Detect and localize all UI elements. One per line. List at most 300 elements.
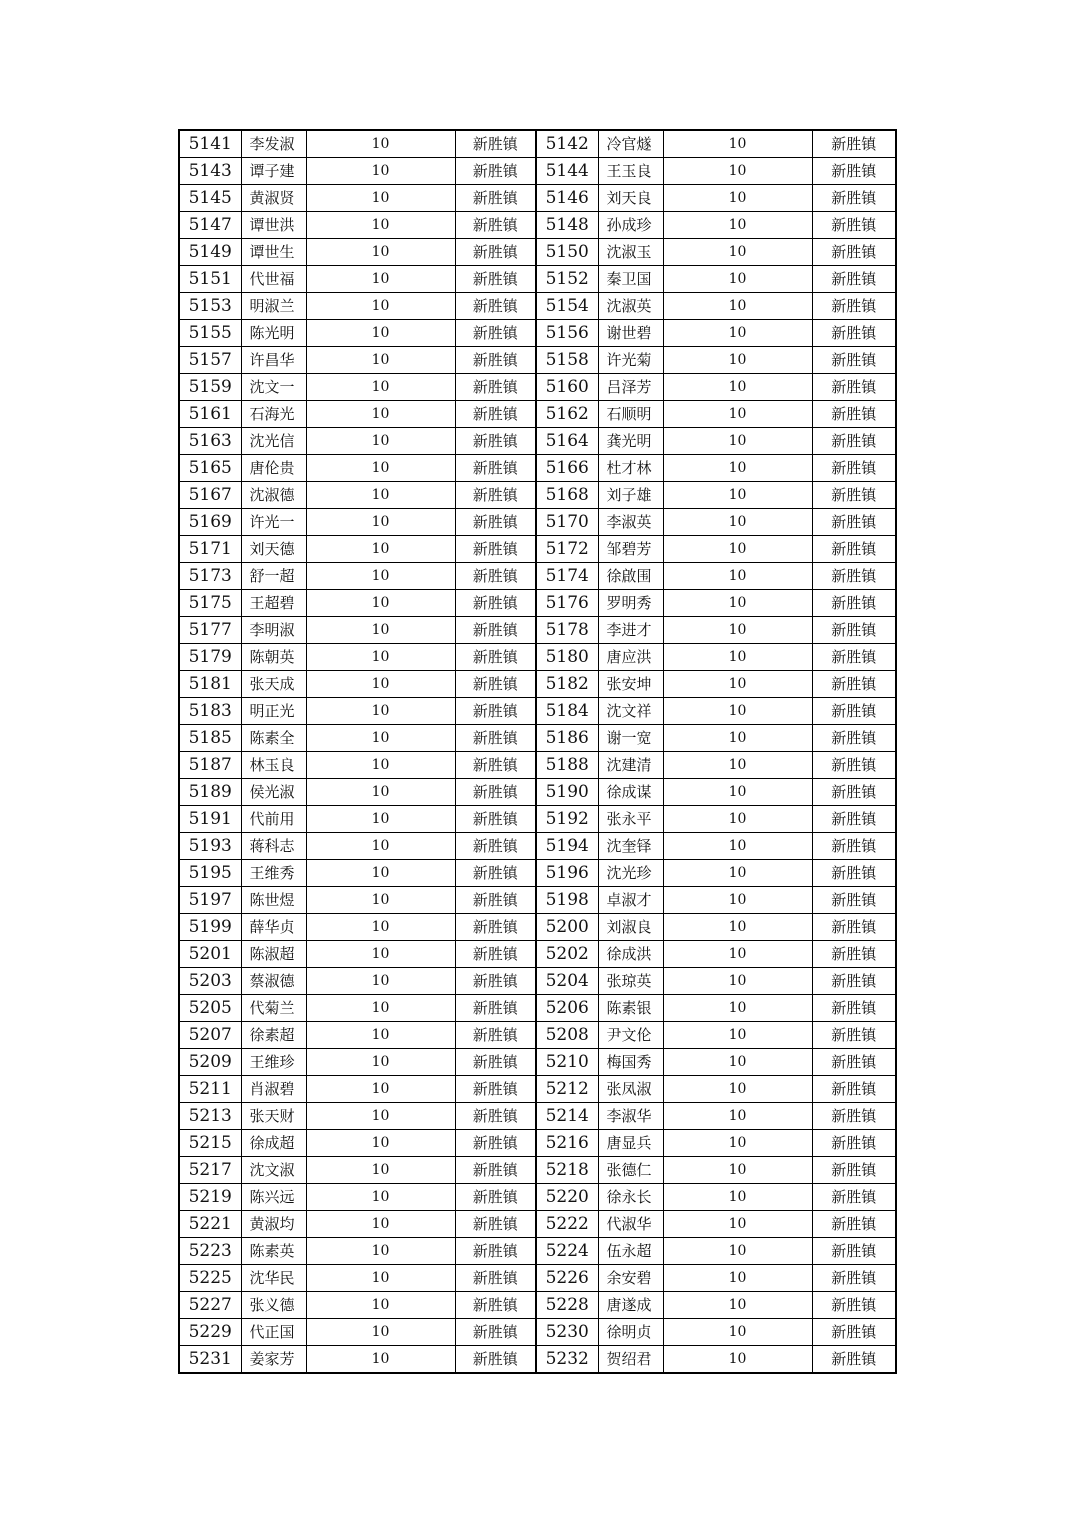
left-amount-cell: 10 bbox=[306, 1076, 455, 1103]
right-number-cell: 5182 bbox=[536, 671, 598, 698]
right-town-cell: 新胜镇 bbox=[812, 239, 896, 266]
right-number-cell: 5230 bbox=[536, 1319, 598, 1346]
right-number-cell: 5168 bbox=[536, 482, 598, 509]
table-row bbox=[179, 239, 896, 266]
left-name-cell: 王维秀 bbox=[241, 860, 306, 887]
right-amount-cell: 10 bbox=[663, 752, 812, 779]
right-town-cell: 新胜镇 bbox=[812, 212, 896, 239]
left-town-cell: 新胜镇 bbox=[455, 455, 536, 482]
right-name-cell: 徐成洪 bbox=[598, 941, 663, 968]
right-amount-cell: 10 bbox=[663, 1103, 812, 1130]
table-row bbox=[179, 941, 896, 968]
right-town-cell: 新胜镇 bbox=[812, 779, 896, 806]
right-name-cell: 张安坤 bbox=[598, 671, 663, 698]
right-name-cell: 许光菊 bbox=[598, 347, 663, 374]
right-amount-cell: 10 bbox=[663, 1211, 812, 1238]
right-amount-cell: 10 bbox=[663, 1265, 812, 1292]
table-row bbox=[179, 212, 896, 239]
left-town-cell: 新胜镇 bbox=[455, 158, 536, 185]
right-number-cell: 5172 bbox=[536, 536, 598, 563]
right-town-cell: 新胜镇 bbox=[812, 617, 896, 644]
left-town-cell: 新胜镇 bbox=[455, 563, 536, 590]
left-amount-cell: 10 bbox=[306, 509, 455, 536]
left-town-cell: 新胜镇 bbox=[455, 428, 536, 455]
right-name-cell: 沈奎铎 bbox=[598, 833, 663, 860]
right-name-cell: 梅国秀 bbox=[598, 1049, 663, 1076]
left-name-cell: 李明淑 bbox=[241, 617, 306, 644]
right-number-cell: 5212 bbox=[536, 1076, 598, 1103]
right-name-cell: 王玉良 bbox=[598, 158, 663, 185]
left-town-cell: 新胜镇 bbox=[455, 266, 536, 293]
right-number-cell: 5208 bbox=[536, 1022, 598, 1049]
right-town-cell: 新胜镇 bbox=[812, 914, 896, 941]
right-number-cell: 5174 bbox=[536, 563, 598, 590]
right-amount-cell: 10 bbox=[663, 1022, 812, 1049]
left-amount-cell: 10 bbox=[306, 995, 455, 1022]
right-name-cell: 徐明贞 bbox=[598, 1319, 663, 1346]
right-amount-cell: 10 bbox=[663, 158, 812, 185]
right-amount-cell: 10 bbox=[663, 860, 812, 887]
left-name-cell: 徐素超 bbox=[241, 1022, 306, 1049]
table-row bbox=[179, 158, 896, 185]
table-row bbox=[179, 1265, 896, 1292]
left-name-cell: 沈华民 bbox=[241, 1265, 306, 1292]
left-name-cell: 徐成超 bbox=[241, 1130, 306, 1157]
right-town-cell: 新胜镇 bbox=[812, 1157, 896, 1184]
left-town-cell: 新胜镇 bbox=[455, 1022, 536, 1049]
left-name-cell: 黄淑均 bbox=[241, 1211, 306, 1238]
table-row bbox=[179, 347, 896, 374]
right-amount-cell: 10 bbox=[663, 509, 812, 536]
left-town-cell: 新胜镇 bbox=[455, 752, 536, 779]
left-amount-cell: 10 bbox=[306, 833, 455, 860]
left-number-cell: 5165 bbox=[179, 455, 241, 482]
right-town-cell: 新胜镇 bbox=[812, 374, 896, 401]
right-amount-cell: 10 bbox=[663, 914, 812, 941]
right-number-cell: 5188 bbox=[536, 752, 598, 779]
left-number-cell: 5211 bbox=[179, 1076, 241, 1103]
left-name-cell: 侯光淑 bbox=[241, 779, 306, 806]
left-amount-cell: 10 bbox=[306, 968, 455, 995]
right-name-cell: 沈淑玉 bbox=[598, 239, 663, 266]
right-number-cell: 5222 bbox=[536, 1211, 598, 1238]
left-town-cell: 新胜镇 bbox=[455, 401, 536, 428]
left-number-cell: 5181 bbox=[179, 671, 241, 698]
right-number-cell: 5162 bbox=[536, 401, 598, 428]
left-amount-cell: 10 bbox=[306, 1238, 455, 1265]
right-town-cell: 新胜镇 bbox=[812, 1292, 896, 1319]
left-amount-cell: 10 bbox=[306, 1130, 455, 1157]
right-amount-cell: 10 bbox=[663, 833, 812, 860]
right-name-cell: 刘子雄 bbox=[598, 482, 663, 509]
right-name-cell: 张琼英 bbox=[598, 968, 663, 995]
right-amount-cell: 10 bbox=[663, 401, 812, 428]
left-number-cell: 5201 bbox=[179, 941, 241, 968]
left-number-cell: 5143 bbox=[179, 158, 241, 185]
table-row bbox=[179, 1157, 896, 1184]
table-row bbox=[179, 1211, 896, 1238]
left-amount-cell: 10 bbox=[306, 617, 455, 644]
right-amount-cell: 10 bbox=[663, 617, 812, 644]
left-town-cell: 新胜镇 bbox=[455, 1265, 536, 1292]
left-town-cell: 新胜镇 bbox=[455, 1049, 536, 1076]
left-town-cell: 新胜镇 bbox=[455, 671, 536, 698]
left-number-cell: 5183 bbox=[179, 698, 241, 725]
right-name-cell: 冷官燧 bbox=[598, 130, 663, 158]
right-amount-cell: 10 bbox=[663, 779, 812, 806]
left-name-cell: 王超碧 bbox=[241, 590, 306, 617]
right-name-cell: 谢世碧 bbox=[598, 320, 663, 347]
right-town-cell: 新胜镇 bbox=[812, 590, 896, 617]
right-name-cell: 罗明秀 bbox=[598, 590, 663, 617]
right-amount-cell: 10 bbox=[663, 1319, 812, 1346]
left-amount-cell: 10 bbox=[306, 1022, 455, 1049]
left-number-cell: 5219 bbox=[179, 1184, 241, 1211]
right-number-cell: 5164 bbox=[536, 428, 598, 455]
left-number-cell: 5171 bbox=[179, 536, 241, 563]
table-row bbox=[179, 1076, 896, 1103]
left-town-cell: 新胜镇 bbox=[455, 1103, 536, 1130]
left-name-cell: 李发淑 bbox=[241, 130, 306, 158]
left-amount-cell: 10 bbox=[306, 1319, 455, 1346]
right-number-cell: 5144 bbox=[536, 158, 598, 185]
right-number-cell: 5196 bbox=[536, 860, 598, 887]
right-amount-cell: 10 bbox=[663, 1157, 812, 1184]
right-amount-cell: 10 bbox=[663, 671, 812, 698]
left-name-cell: 张义德 bbox=[241, 1292, 306, 1319]
left-amount-cell: 10 bbox=[306, 941, 455, 968]
left-town-cell: 新胜镇 bbox=[455, 941, 536, 968]
right-amount-cell: 10 bbox=[663, 482, 812, 509]
left-name-cell: 张天财 bbox=[241, 1103, 306, 1130]
left-town-cell: 新胜镇 bbox=[455, 1130, 536, 1157]
left-town-cell: 新胜镇 bbox=[455, 185, 536, 212]
left-town-cell: 新胜镇 bbox=[455, 779, 536, 806]
left-amount-cell: 10 bbox=[306, 590, 455, 617]
right-name-cell: 张永平 bbox=[598, 806, 663, 833]
left-number-cell: 5155 bbox=[179, 320, 241, 347]
right-amount-cell: 10 bbox=[663, 130, 812, 158]
left-name-cell: 蔡淑德 bbox=[241, 968, 306, 995]
left-town-cell: 新胜镇 bbox=[455, 644, 536, 671]
left-town-cell: 新胜镇 bbox=[455, 320, 536, 347]
table-row bbox=[179, 698, 896, 725]
right-town-cell: 新胜镇 bbox=[812, 1211, 896, 1238]
right-amount-cell: 10 bbox=[663, 1049, 812, 1076]
left-number-cell: 5187 bbox=[179, 752, 241, 779]
left-town-cell: 新胜镇 bbox=[455, 1238, 536, 1265]
right-name-cell: 贺绍君 bbox=[598, 1346, 663, 1374]
table-row bbox=[179, 1184, 896, 1211]
right-town-cell: 新胜镇 bbox=[812, 455, 896, 482]
table-row bbox=[179, 806, 896, 833]
right-number-cell: 5224 bbox=[536, 1238, 598, 1265]
left-amount-cell: 10 bbox=[306, 536, 455, 563]
right-amount-cell: 10 bbox=[663, 212, 812, 239]
table-row bbox=[179, 914, 896, 941]
right-name-cell: 吕泽芳 bbox=[598, 374, 663, 401]
left-town-cell: 新胜镇 bbox=[455, 212, 536, 239]
roster-table bbox=[178, 129, 897, 1374]
table-row bbox=[179, 1346, 896, 1374]
left-name-cell: 代世福 bbox=[241, 266, 306, 293]
right-amount-cell: 10 bbox=[663, 725, 812, 752]
left-name-cell: 舒一超 bbox=[241, 563, 306, 590]
left-name-cell: 谭世生 bbox=[241, 239, 306, 266]
left-name-cell: 许昌华 bbox=[241, 347, 306, 374]
right-amount-cell: 10 bbox=[663, 1184, 812, 1211]
left-town-cell: 新胜镇 bbox=[455, 347, 536, 374]
left-amount-cell: 10 bbox=[306, 887, 455, 914]
table-row bbox=[179, 482, 896, 509]
table-row bbox=[179, 590, 896, 617]
left-town-cell: 新胜镇 bbox=[455, 725, 536, 752]
right-town-cell: 新胜镇 bbox=[812, 644, 896, 671]
left-town-cell: 新胜镇 bbox=[455, 1211, 536, 1238]
left-amount-cell: 10 bbox=[306, 644, 455, 671]
right-number-cell: 5198 bbox=[536, 887, 598, 914]
left-town-cell: 新胜镇 bbox=[455, 1184, 536, 1211]
left-town-cell: 新胜镇 bbox=[455, 239, 536, 266]
right-number-cell: 5228 bbox=[536, 1292, 598, 1319]
right-number-cell: 5202 bbox=[536, 941, 598, 968]
table-row bbox=[179, 887, 896, 914]
right-town-cell: 新胜镇 bbox=[812, 1346, 896, 1374]
left-name-cell: 谭世洪 bbox=[241, 212, 306, 239]
left-name-cell: 唐伦贵 bbox=[241, 455, 306, 482]
left-town-cell: 新胜镇 bbox=[455, 590, 536, 617]
table-row bbox=[179, 185, 896, 212]
left-number-cell: 5175 bbox=[179, 590, 241, 617]
left-amount-cell: 10 bbox=[306, 293, 455, 320]
table-row bbox=[179, 130, 896, 158]
right-number-cell: 5142 bbox=[536, 130, 598, 158]
table-row bbox=[179, 1130, 896, 1157]
right-name-cell: 徐成谋 bbox=[598, 779, 663, 806]
left-name-cell: 陈世煜 bbox=[241, 887, 306, 914]
right-number-cell: 5154 bbox=[536, 293, 598, 320]
table-row bbox=[179, 779, 896, 806]
left-number-cell: 5215 bbox=[179, 1130, 241, 1157]
left-name-cell: 薛华贞 bbox=[241, 914, 306, 941]
right-town-cell: 新胜镇 bbox=[812, 1184, 896, 1211]
right-town-cell: 新胜镇 bbox=[812, 1049, 896, 1076]
right-number-cell: 5170 bbox=[536, 509, 598, 536]
left-number-cell: 5203 bbox=[179, 968, 241, 995]
right-name-cell: 沈光珍 bbox=[598, 860, 663, 887]
table-row bbox=[179, 320, 896, 347]
left-number-cell: 5231 bbox=[179, 1346, 241, 1374]
left-name-cell: 石海光 bbox=[241, 401, 306, 428]
right-town-cell: 新胜镇 bbox=[812, 1022, 896, 1049]
right-amount-cell: 10 bbox=[663, 1292, 812, 1319]
right-amount-cell: 10 bbox=[663, 1346, 812, 1374]
right-amount-cell: 10 bbox=[663, 968, 812, 995]
left-number-cell: 5195 bbox=[179, 860, 241, 887]
left-amount-cell: 10 bbox=[306, 455, 455, 482]
table-row bbox=[179, 455, 896, 482]
left-name-cell: 代前用 bbox=[241, 806, 306, 833]
right-town-cell: 新胜镇 bbox=[812, 806, 896, 833]
left-number-cell: 5191 bbox=[179, 806, 241, 833]
right-amount-cell: 10 bbox=[663, 941, 812, 968]
left-number-cell: 5197 bbox=[179, 887, 241, 914]
left-amount-cell: 10 bbox=[306, 563, 455, 590]
left-amount-cell: 10 bbox=[306, 914, 455, 941]
right-name-cell: 陈素银 bbox=[598, 995, 663, 1022]
right-town-cell: 新胜镇 bbox=[812, 725, 896, 752]
right-amount-cell: 10 bbox=[663, 347, 812, 374]
right-number-cell: 5178 bbox=[536, 617, 598, 644]
right-town-cell: 新胜镇 bbox=[812, 968, 896, 995]
left-name-cell: 沈文一 bbox=[241, 374, 306, 401]
table-row bbox=[179, 725, 896, 752]
right-amount-cell: 10 bbox=[663, 1076, 812, 1103]
left-amount-cell: 10 bbox=[306, 266, 455, 293]
left-town-cell: 新胜镇 bbox=[455, 833, 536, 860]
left-name-cell: 陈朝英 bbox=[241, 644, 306, 671]
right-amount-cell: 10 bbox=[663, 266, 812, 293]
table-row bbox=[179, 1238, 896, 1265]
left-name-cell: 张天成 bbox=[241, 671, 306, 698]
left-town-cell: 新胜镇 bbox=[455, 860, 536, 887]
right-town-cell: 新胜镇 bbox=[812, 1130, 896, 1157]
right-town-cell: 新胜镇 bbox=[812, 1265, 896, 1292]
right-number-cell: 5190 bbox=[536, 779, 598, 806]
left-name-cell: 代正国 bbox=[241, 1319, 306, 1346]
left-number-cell: 5193 bbox=[179, 833, 241, 860]
left-number-cell: 5185 bbox=[179, 725, 241, 752]
left-town-cell: 新胜镇 bbox=[455, 617, 536, 644]
right-town-cell: 新胜镇 bbox=[812, 995, 896, 1022]
left-amount-cell: 10 bbox=[306, 779, 455, 806]
left-name-cell: 明淑兰 bbox=[241, 293, 306, 320]
left-name-cell: 代菊兰 bbox=[241, 995, 306, 1022]
right-number-cell: 5160 bbox=[536, 374, 598, 401]
right-name-cell: 刘天良 bbox=[598, 185, 663, 212]
left-amount-cell: 10 bbox=[306, 428, 455, 455]
right-number-cell: 5146 bbox=[536, 185, 598, 212]
right-town-cell: 新胜镇 bbox=[812, 266, 896, 293]
left-amount-cell: 10 bbox=[306, 320, 455, 347]
left-amount-cell: 10 bbox=[306, 482, 455, 509]
right-number-cell: 5152 bbox=[536, 266, 598, 293]
left-amount-cell: 10 bbox=[306, 752, 455, 779]
right-amount-cell: 10 bbox=[663, 536, 812, 563]
left-amount-cell: 10 bbox=[306, 185, 455, 212]
right-number-cell: 5220 bbox=[536, 1184, 598, 1211]
right-name-cell: 徐啟围 bbox=[598, 563, 663, 590]
left-town-cell: 新胜镇 bbox=[455, 968, 536, 995]
right-town-cell: 新胜镇 bbox=[812, 671, 896, 698]
left-amount-cell: 10 bbox=[306, 806, 455, 833]
left-number-cell: 5225 bbox=[179, 1265, 241, 1292]
right-name-cell: 张德仁 bbox=[598, 1157, 663, 1184]
left-number-cell: 5153 bbox=[179, 293, 241, 320]
left-name-cell: 陈兴远 bbox=[241, 1184, 306, 1211]
right-number-cell: 5204 bbox=[536, 968, 598, 995]
right-name-cell: 李淑英 bbox=[598, 509, 663, 536]
left-amount-cell: 10 bbox=[306, 1103, 455, 1130]
table-row bbox=[179, 1292, 896, 1319]
table-row bbox=[179, 401, 896, 428]
right-name-cell: 沈建清 bbox=[598, 752, 663, 779]
table-row bbox=[179, 860, 896, 887]
right-amount-cell: 10 bbox=[663, 590, 812, 617]
table-row bbox=[179, 563, 896, 590]
left-town-cell: 新胜镇 bbox=[455, 130, 536, 158]
left-number-cell: 5209 bbox=[179, 1049, 241, 1076]
right-town-cell: 新胜镇 bbox=[812, 401, 896, 428]
right-amount-cell: 10 bbox=[663, 1130, 812, 1157]
left-amount-cell: 10 bbox=[306, 860, 455, 887]
right-amount-cell: 10 bbox=[663, 185, 812, 212]
left-amount-cell: 10 bbox=[306, 671, 455, 698]
table-row bbox=[179, 374, 896, 401]
left-town-cell: 新胜镇 bbox=[455, 536, 536, 563]
right-number-cell: 5150 bbox=[536, 239, 598, 266]
left-amount-cell: 10 bbox=[306, 347, 455, 374]
left-number-cell: 5217 bbox=[179, 1157, 241, 1184]
left-number-cell: 5223 bbox=[179, 1238, 241, 1265]
right-number-cell: 5200 bbox=[536, 914, 598, 941]
right-number-cell: 5210 bbox=[536, 1049, 598, 1076]
left-amount-cell: 10 bbox=[306, 374, 455, 401]
left-number-cell: 5221 bbox=[179, 1211, 241, 1238]
right-name-cell: 徐永长 bbox=[598, 1184, 663, 1211]
right-town-cell: 新胜镇 bbox=[812, 1319, 896, 1346]
right-town-cell: 新胜镇 bbox=[812, 185, 896, 212]
right-number-cell: 5166 bbox=[536, 455, 598, 482]
left-number-cell: 5199 bbox=[179, 914, 241, 941]
left-amount-cell: 10 bbox=[306, 158, 455, 185]
left-name-cell: 姜家芳 bbox=[241, 1346, 306, 1374]
left-number-cell: 5145 bbox=[179, 185, 241, 212]
right-amount-cell: 10 bbox=[663, 293, 812, 320]
table-row bbox=[179, 266, 896, 293]
right-name-cell: 谢一宽 bbox=[598, 725, 663, 752]
left-town-cell: 新胜镇 bbox=[455, 509, 536, 536]
right-number-cell: 5186 bbox=[536, 725, 598, 752]
left-number-cell: 5173 bbox=[179, 563, 241, 590]
right-town-cell: 新胜镇 bbox=[812, 833, 896, 860]
right-town-cell: 新胜镇 bbox=[812, 860, 896, 887]
right-town-cell: 新胜镇 bbox=[812, 1103, 896, 1130]
left-town-cell: 新胜镇 bbox=[455, 293, 536, 320]
left-amount-cell: 10 bbox=[306, 1184, 455, 1211]
left-town-cell: 新胜镇 bbox=[455, 482, 536, 509]
right-number-cell: 5218 bbox=[536, 1157, 598, 1184]
right-number-cell: 5214 bbox=[536, 1103, 598, 1130]
left-number-cell: 5149 bbox=[179, 239, 241, 266]
table-row bbox=[179, 1103, 896, 1130]
right-town-cell: 新胜镇 bbox=[812, 482, 896, 509]
table-row bbox=[179, 536, 896, 563]
right-town-cell: 新胜镇 bbox=[812, 428, 896, 455]
right-town-cell: 新胜镇 bbox=[812, 347, 896, 374]
right-name-cell: 张凤淑 bbox=[598, 1076, 663, 1103]
right-number-cell: 5156 bbox=[536, 320, 598, 347]
right-town-cell: 新胜镇 bbox=[812, 1076, 896, 1103]
right-town-cell: 新胜镇 bbox=[812, 536, 896, 563]
left-town-cell: 新胜镇 bbox=[455, 1346, 536, 1374]
left-town-cell: 新胜镇 bbox=[455, 806, 536, 833]
left-name-cell: 谭子建 bbox=[241, 158, 306, 185]
right-number-cell: 5216 bbox=[536, 1130, 598, 1157]
table-row bbox=[179, 752, 896, 779]
left-number-cell: 5207 bbox=[179, 1022, 241, 1049]
left-number-cell: 5229 bbox=[179, 1319, 241, 1346]
